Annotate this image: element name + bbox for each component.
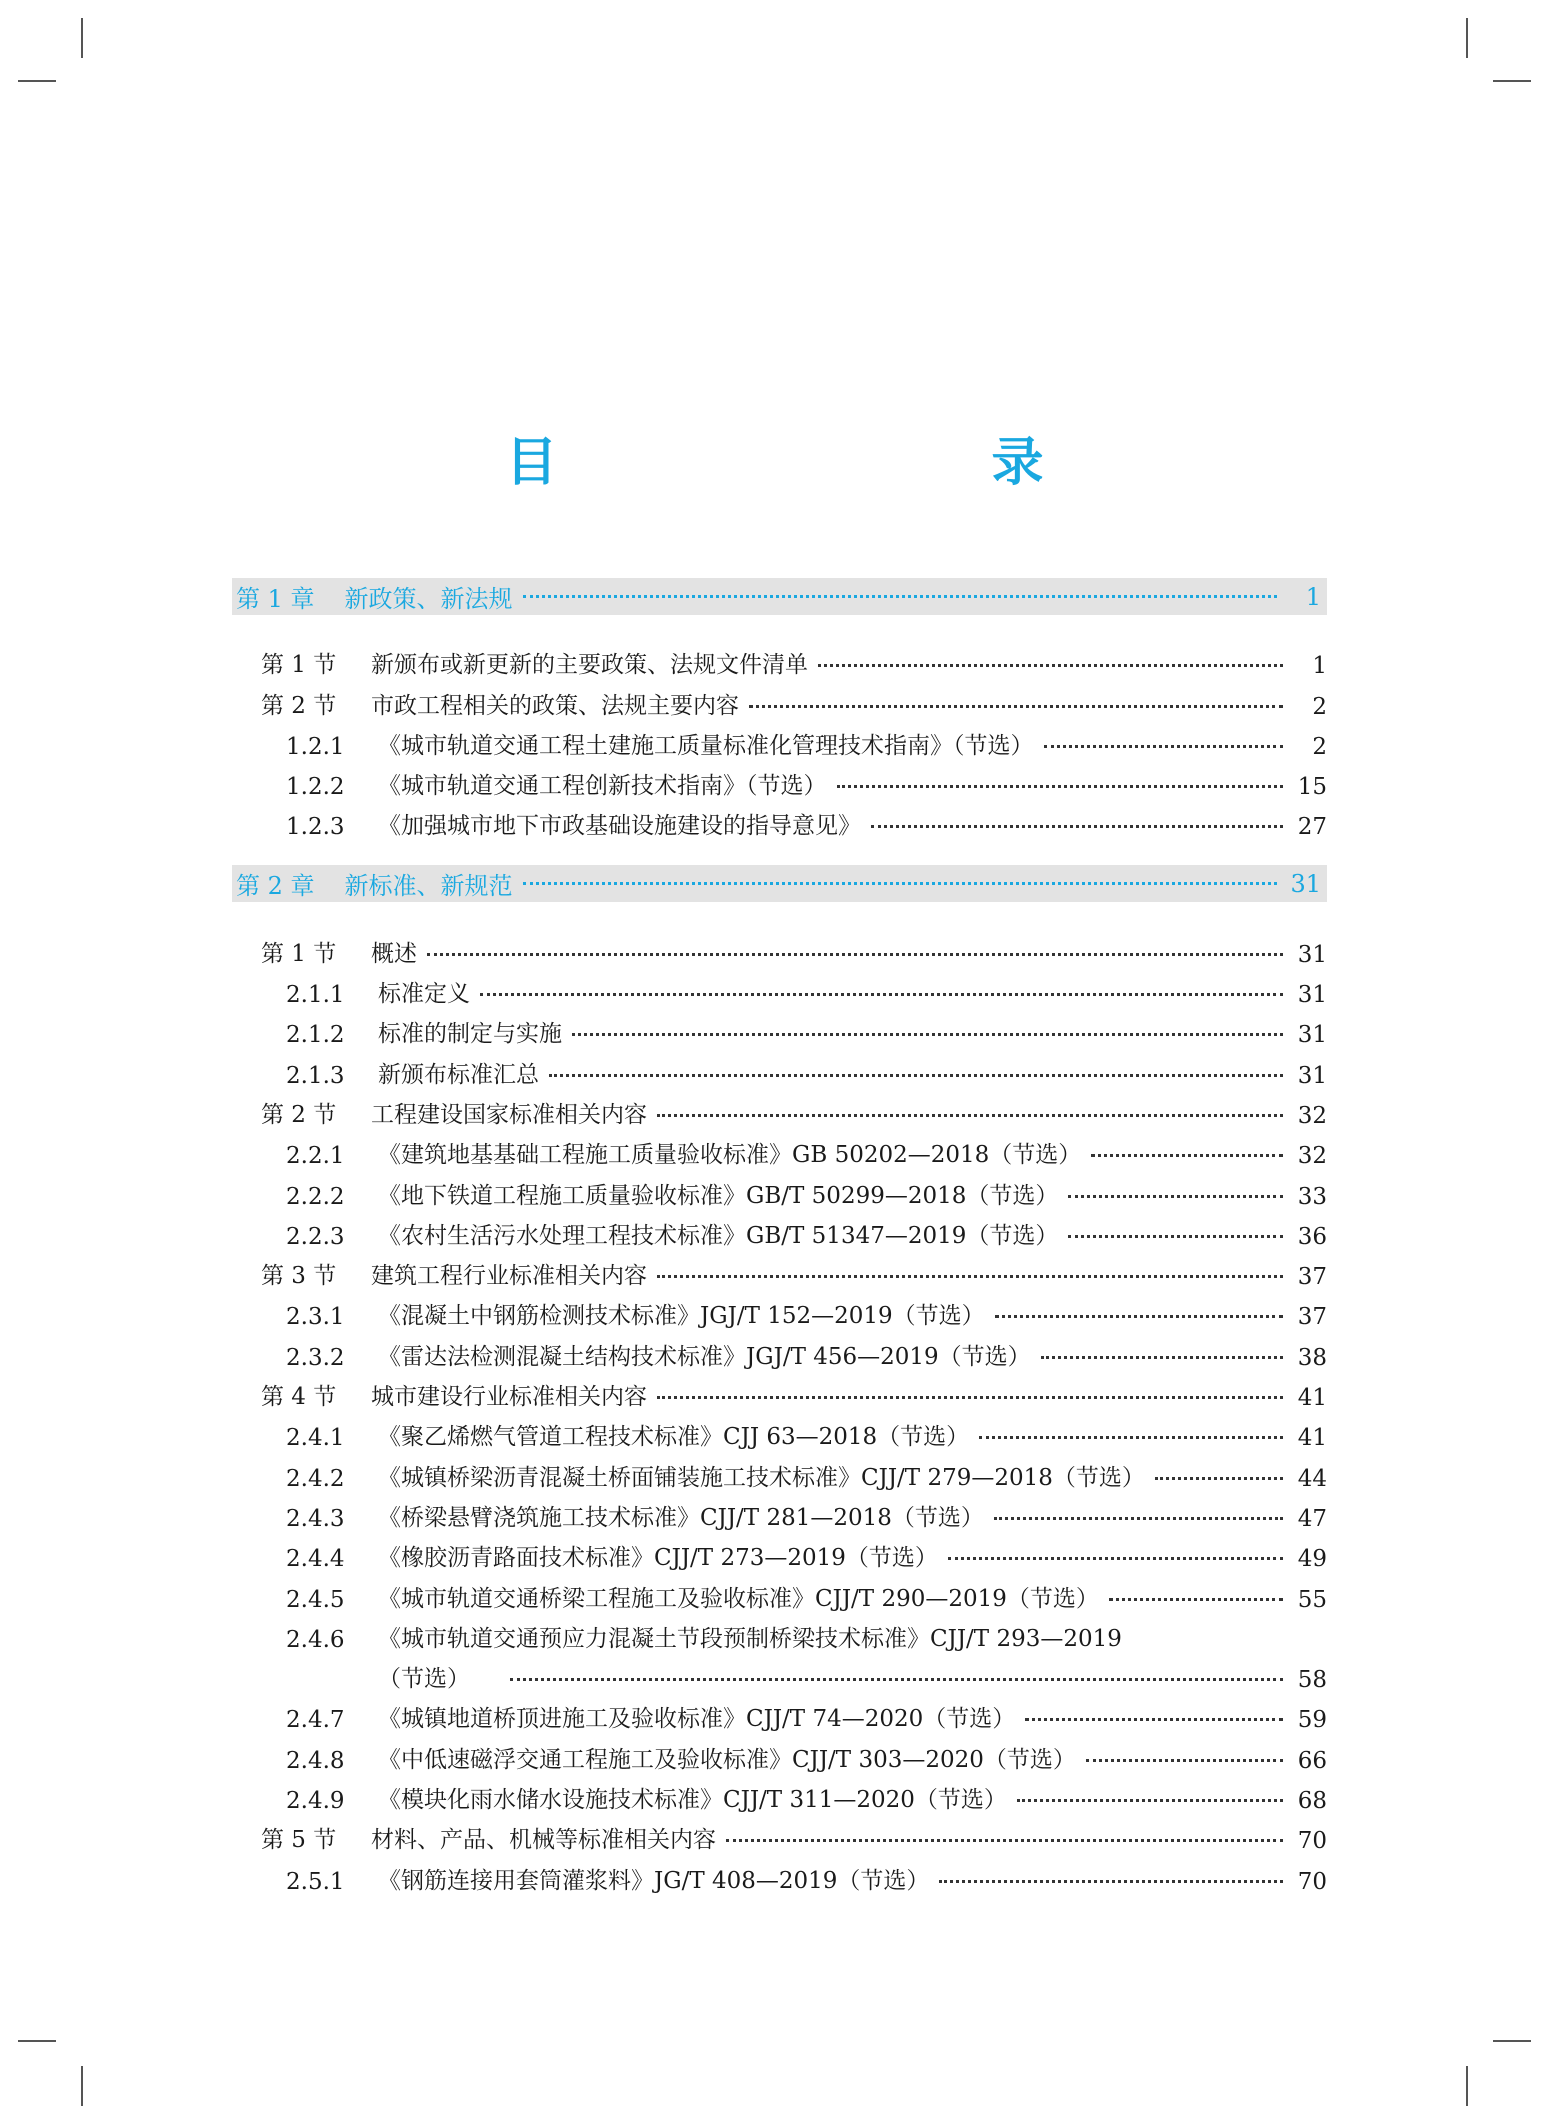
page-number: 59 (1297, 1707, 1327, 1734)
entry-number: 2.2.1 (286, 1143, 345, 1170)
page-number: 70 (1297, 1868, 1327, 1895)
toc-subsection[interactable] (232, 1774, 1327, 1814)
entry-number: 2.2.2 (286, 1183, 345, 1210)
toc-subsection[interactable] (232, 1411, 1327, 1451)
chapter-title: 新政策、新法规 (344, 585, 513, 613)
entry-number: 2.4.4 (286, 1546, 345, 1573)
entry-title: 《城镇地道桥顶进施工及验收标准》CJJ/T 74—2020（节选） (378, 1706, 1016, 1733)
entry-number: 1.2.3 (286, 814, 345, 841)
dot-leader (871, 825, 1283, 828)
chapter-number: 第 1 章 (236, 585, 315, 613)
entry-number: 2.1.2 (286, 1022, 345, 1049)
toc-subsection[interactable] (232, 1451, 1327, 1491)
dot-leader (480, 993, 1283, 996)
entry-title: 建筑工程行业标准相关内容 (371, 1263, 647, 1290)
entry-number: 2.4.6 (286, 1626, 345, 1653)
entry-title: 《建筑地基基础工程施工质量验收标准》GB 50202—2018（节选） (378, 1142, 1082, 1169)
entry-title: 《模块化雨水储水设施技术标准》CJJ/T 311—2020（节选） (378, 1787, 1007, 1814)
toc-subsection[interactable] (232, 1008, 1327, 1048)
entry-number: 第 1 节 (261, 652, 337, 679)
entry-title: 《中低速磁浮交通工程施工及验收标准》CJJ/T 303—2020（节选） (378, 1746, 1076, 1773)
entry-title: 《农村生活污水处理工程技术标准》GB/T 51347—2019（节选） (378, 1222, 1059, 1249)
entry-number: 第 4 节 (261, 1384, 337, 1411)
toc-subsection[interactable] (232, 800, 1327, 840)
dot-leader (979, 1436, 1283, 1439)
entry-number: 2.1.1 (286, 982, 345, 1009)
entry-title: 新颁布标准汇总 (378, 1061, 539, 1088)
crop-mark (18, 2040, 56, 2042)
entry-title: 《城镇桥梁沥青混凝土桥面铺装施工技术标准》CJJ/T 279—2018（节选） (378, 1464, 1145, 1491)
page-number: 2 (1312, 733, 1327, 760)
dot-leader (995, 1315, 1283, 1318)
dot-leader (994, 1517, 1283, 1520)
toc-section[interactable] (232, 639, 1327, 679)
dot-leader (572, 1033, 1283, 1036)
page-title: 目 录 (505, 433, 1154, 493)
entry-number: 2.4.1 (286, 1425, 345, 1452)
toc-subsection[interactable] (232, 1572, 1327, 1612)
page-number: 37 (1297, 1264, 1327, 1291)
entry-title: 《城市轨道交通桥梁工程施工及验收标准》CJJ/T 290—2019（节选） (378, 1585, 1099, 1612)
dot-leader (837, 785, 1284, 788)
page-number: 41 (1297, 1425, 1327, 1452)
table-of-contents (232, 578, 1327, 1895)
page-number: 47 (1297, 1505, 1327, 1532)
page-number: 32 (1297, 1143, 1327, 1170)
entry-title: 标准的制定与实施 (378, 1021, 562, 1048)
entry-number: 2.3.2 (286, 1344, 345, 1371)
page-number: 2 (1312, 693, 1327, 720)
entry-title: 城市建设行业标准相关内容 (371, 1384, 647, 1411)
toc-subsection[interactable] (232, 1492, 1327, 1532)
dot-leader (939, 1880, 1283, 1883)
entry-title: 《城市轨道交通预应力混凝土节段预制桥梁技术标准》CJJ/T 293—2019 (378, 1625, 1122, 1652)
entry-number: 2.4.9 (286, 1788, 345, 1815)
entry-title: 《城市轨道交通工程土建施工质量标准化管理技术指南》（节选） (378, 732, 1034, 759)
dot-leader (726, 1839, 1283, 1842)
page-number: 15 (1297, 774, 1327, 801)
entry-title-continuation: （节选） (378, 1666, 470, 1693)
dot-leader (948, 1557, 1283, 1560)
toc-subsection[interactable] (232, 1613, 1327, 1653)
toc-subsection[interactable] (232, 1290, 1327, 1330)
entry-number: 2.1.3 (286, 1062, 345, 1089)
entry-number: 第 5 节 (261, 1827, 337, 1854)
toc-section[interactable] (232, 927, 1327, 967)
toc-subsection[interactable] (232, 1693, 1327, 1733)
page-number: 33 (1297, 1183, 1327, 1210)
entry-title: 材料、产品、机械等标准相关内容 (371, 1827, 716, 1854)
entry-title: 标准定义 (378, 981, 470, 1008)
page-number: 31 (1297, 1022, 1327, 1049)
toc-subsection[interactable] (232, 1854, 1327, 1894)
dot-leader (1109, 1598, 1283, 1601)
entry-number: 2.4.7 (286, 1707, 345, 1734)
crop-mark (1493, 2040, 1531, 2042)
entry-number: 2.4.8 (286, 1747, 345, 1774)
toc-subsection[interactable] (232, 1330, 1327, 1370)
toc-subsection[interactable] (232, 760, 1327, 800)
dot-leader (523, 595, 1277, 598)
dot-leader (657, 1396, 1283, 1399)
toc-subsection[interactable] (232, 1048, 1327, 1088)
page-number: 27 (1297, 814, 1327, 841)
dot-leader (510, 1678, 1283, 1681)
entry-number: 1.2.2 (286, 774, 345, 801)
page-number: 44 (1297, 1465, 1327, 1492)
dot-leader (1155, 1477, 1283, 1480)
entry-number: 2.4.5 (286, 1586, 345, 1613)
toc-subsection[interactable] (232, 968, 1327, 1008)
entry-number: 2.4.2 (286, 1465, 345, 1492)
dot-leader (749, 705, 1283, 708)
page-number: 31 (1290, 869, 1321, 898)
entry-title: 《桥梁悬臂浇筑施工技术标准》CJJ/T 281—2018（节选） (378, 1504, 984, 1531)
chapter-heading[interactable] (232, 578, 1327, 615)
crop-mark (1493, 80, 1531, 82)
page-number: 31 (1297, 982, 1327, 1009)
dot-leader (1091, 1154, 1283, 1157)
dot-leader (1025, 1718, 1283, 1721)
crop-mark (1466, 2066, 1468, 2106)
entry-title: 新颁布或新更新的主要政策、法规文件清单 (371, 652, 808, 679)
dot-leader (549, 1074, 1283, 1077)
entry-number: 第 2 节 (261, 1101, 337, 1128)
toc-section[interactable] (232, 1089, 1327, 1129)
page-number: 31 (1297, 941, 1327, 968)
entry-title: 《橡胶沥青路面技术标准》CJJ/T 273—2019（节选） (378, 1545, 938, 1572)
page-number: 68 (1297, 1788, 1327, 1815)
page-number: 31 (1297, 1062, 1327, 1089)
chapter-title: 新标准、新规范 (344, 872, 513, 901)
entry-title: 《地下铁道工程施工质量验收标准》GB/T 50299—2018（节选） (378, 1182, 1059, 1209)
dot-leader (818, 664, 1283, 667)
dot-leader (1086, 1759, 1283, 1762)
page-number: 36 (1297, 1223, 1327, 1250)
entry-title: 市政工程相关的政策、法规主要内容 (371, 692, 739, 719)
crop-mark (1466, 18, 1468, 58)
entry-title: 《钢筋连接用套筒灌浆料》JG/T 408—2019（节选） (378, 1867, 930, 1894)
entry-title: 概述 (371, 940, 417, 967)
toc-subsection-continuation[interactable] (232, 1653, 1327, 1693)
chapter-heading[interactable] (232, 865, 1327, 902)
entry-number: 2.2.3 (286, 1223, 345, 1250)
page-number: 1 (1305, 582, 1321, 611)
dot-leader (1068, 1195, 1283, 1198)
entry-number: 第 2 节 (261, 692, 337, 719)
entry-title: 《聚乙烯燃气管道工程技术标准》CJJ 63—2018（节选） (378, 1424, 970, 1451)
page-number: 1 (1312, 653, 1327, 680)
page-number: 58 (1297, 1667, 1327, 1694)
dot-leader (657, 1275, 1283, 1278)
toc-subsection[interactable] (232, 1532, 1327, 1572)
toc-subsection[interactable] (232, 1169, 1327, 1209)
entry-number: 1.2.1 (286, 733, 345, 760)
page-number: 49 (1297, 1546, 1327, 1573)
toc-subsection[interactable] (232, 1129, 1327, 1169)
entry-title: 工程建设国家标准相关内容 (371, 1101, 647, 1128)
entry-number: 2.3.1 (286, 1304, 345, 1331)
dot-leader (523, 882, 1277, 885)
chapter-number: 第 2 章 (236, 872, 315, 901)
dot-leader (657, 1114, 1283, 1117)
entry-title: 《加强城市地下市政基础设施建设的指导意见》 (378, 813, 861, 840)
entry-number: 2.5.1 (286, 1868, 345, 1895)
crop-mark (81, 2066, 83, 2106)
dot-leader (1068, 1235, 1283, 1238)
entry-title: 《雷达法检测混凝土结构技术标准》JGJ/T 456—2019（节选） (378, 1343, 1031, 1370)
page-number: 38 (1297, 1344, 1327, 1371)
crop-mark (18, 80, 56, 82)
page-number: 32 (1297, 1102, 1327, 1129)
dot-leader (427, 953, 1283, 956)
toc-subsection[interactable] (232, 1733, 1327, 1773)
entry-title: 《城市轨道交通工程创新技术指南》（节选） (378, 773, 827, 800)
dot-leader (1017, 1799, 1283, 1802)
entry-number: 第 1 节 (261, 940, 337, 967)
entry-number: 第 3 节 (261, 1263, 337, 1290)
page-number: 70 (1297, 1828, 1327, 1855)
crop-mark (81, 18, 83, 58)
toc-section[interactable] (232, 1371, 1327, 1411)
toc-subsection[interactable] (232, 720, 1327, 760)
page-number: 37 (1297, 1304, 1327, 1331)
page-number: 55 (1297, 1586, 1327, 1613)
page-number: 41 (1297, 1385, 1327, 1412)
entry-title: 《混凝土中钢筋检测技术标准》JGJ/T 152—2019（节选） (378, 1303, 985, 1330)
dot-leader (1044, 745, 1284, 748)
page-number: 66 (1297, 1747, 1327, 1774)
dot-leader (1041, 1356, 1283, 1359)
toc-section[interactable] (232, 1814, 1327, 1854)
entry-number: 2.4.3 (286, 1505, 345, 1532)
toc-section[interactable] (232, 1250, 1327, 1290)
toc-section[interactable] (232, 679, 1327, 719)
toc-subsection[interactable] (232, 1210, 1327, 1250)
